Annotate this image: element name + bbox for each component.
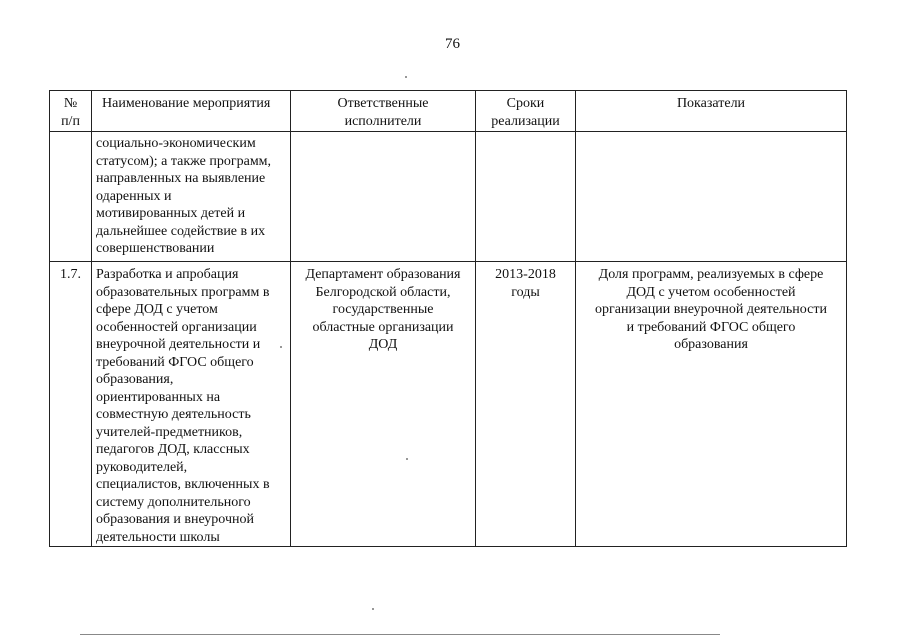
row-num	[50, 132, 92, 262]
header-indicators: Показатели	[576, 91, 847, 132]
header-terms: Сроки реализации	[476, 91, 576, 132]
row-num: 1.7.	[50, 262, 92, 547]
activities-table	[49, 90, 847, 547]
scan-speck	[405, 76, 407, 78]
table-row	[50, 262, 847, 547]
scan-speck	[372, 608, 374, 610]
header-num: № п/п	[50, 91, 92, 132]
row-indicators	[576, 132, 847, 262]
table-row	[50, 132, 847, 262]
header-activity-name: Наименование мероприятия	[92, 91, 291, 132]
row-executors: Департамент образования Белгородской области, государственные областные организации ДОД	[291, 262, 476, 547]
page-bottom-rule	[80, 634, 720, 635]
table-header-row	[50, 91, 847, 132]
row-terms: 2013-2018 годы	[476, 262, 576, 547]
header-executors: Ответственные исполнители	[291, 91, 476, 132]
row-activity-name: Разработка и апробация образовательных программ в сфере ДОД с учетом особенностей организации внеурочной деятельности и требований ФГОС общего образования, ориентированных на совместную деятельность учителей-предметников, педагогов ДОД, классных руководителей, специалистов, включенных в систему дополнительного образования и внеурочной деятельности школы	[92, 262, 291, 547]
row-indicators: Доля программ, реализуемых в сфере ДОД с учетом особенностей организации внеурочной деятельности и требований ФГОС общего образования	[576, 262, 847, 547]
page-number: 76	[445, 36, 460, 52]
scan-speck	[280, 346, 282, 348]
row-activity-name: социально-экономическим статусом); а также программ, направленных на выявление одаренных и мотивированных детей и дальнейшее содействие в их совершенствовании	[92, 132, 291, 262]
scan-speck	[406, 458, 408, 460]
row-executors	[291, 132, 476, 262]
row-terms	[476, 132, 576, 262]
